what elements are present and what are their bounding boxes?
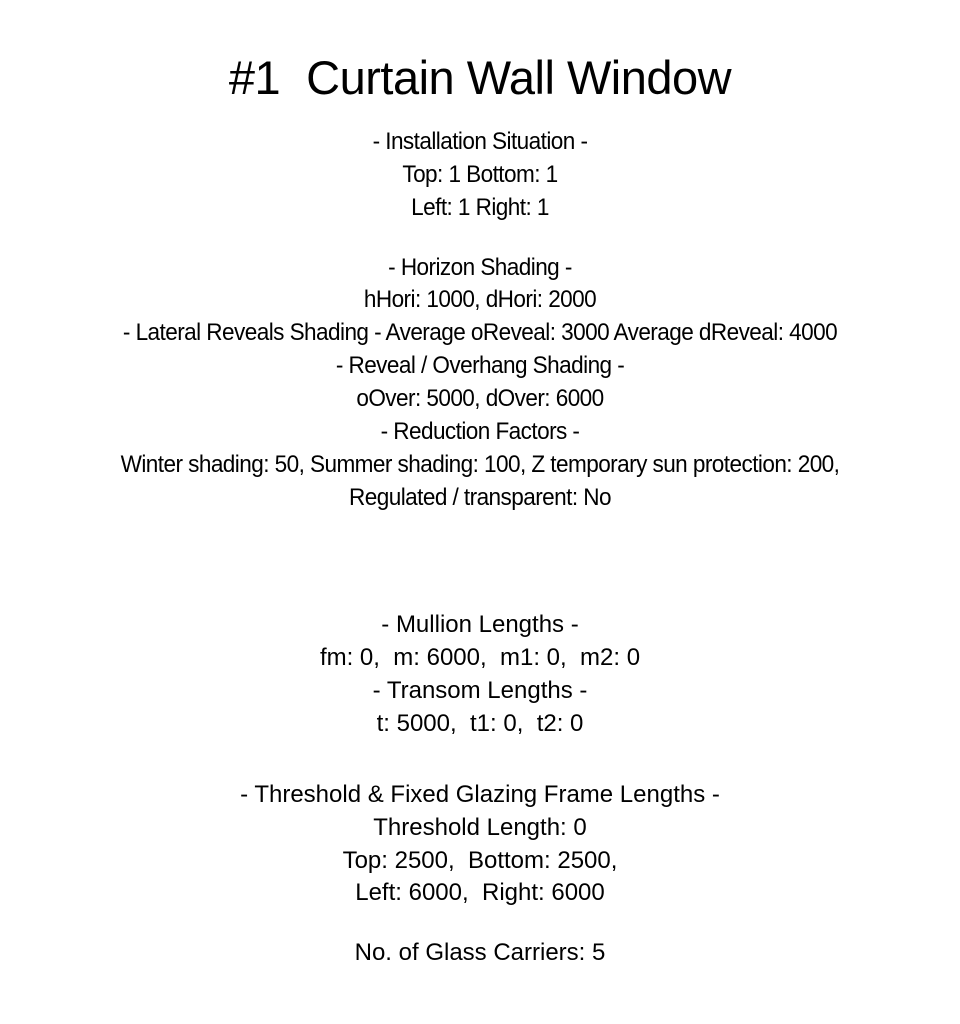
installation-situation-heading: - Installation Situation -: [372, 128, 588, 155]
reduction-factors-heading: - Reduction Factors -: [380, 418, 580, 445]
glass-carriers-count: No. of Glass Carriers: 5: [354, 939, 606, 966]
window-name: Curtain Wall Window: [306, 51, 732, 104]
lateral-reveals-shading-line: - Lateral Reveals Shading - Average oReveal: 3000 Average dReveal: 4000: [122, 319, 838, 346]
transom-lengths-heading: - Transom Lengths -: [372, 677, 588, 704]
reduction-factors-regulated: Regulated / transparent: No: [349, 484, 611, 511]
frame-left-right: Left: 6000, Right: 6000: [355, 879, 605, 906]
threshold-frame-heading: - Threshold & Fixed Glazing Frame Lengths -: [240, 781, 720, 808]
horizon-shading-values: hHori: 1000, dHori: 2000: [363, 286, 597, 313]
window-number: #1: [228, 51, 281, 104]
reveal-overhang-heading: - Reveal / Overhang Shading -: [335, 352, 625, 379]
installation-top-bottom: Top: 1 Bottom: 1: [402, 161, 558, 188]
transom-lengths-values: t: 5000, t1: 0, t2: 0: [376, 710, 584, 737]
mullion-lengths-values: fm: 0, m: 6000, m1: 0, m2: 0: [319, 644, 641, 671]
page-title: [0, 50, 960, 106]
reveal-overhang-values: oOver: 5000, dOver: 6000: [356, 385, 604, 412]
threshold-length: Threshold Length: 0: [373, 814, 587, 841]
horizon-shading-heading: - Horizon Shading -: [388, 254, 572, 281]
installation-left-right: Left: 1 Right: 1: [411, 194, 549, 221]
frame-top-bottom: Top: 2500, Bottom: 2500,: [342, 847, 618, 874]
mullion-lengths-heading: - Mullion Lengths -: [381, 611, 579, 638]
reduction-factors-shading: Winter shading: 50, Summer shading: 100, Z temporary sun protection: 200,: [120, 451, 840, 478]
